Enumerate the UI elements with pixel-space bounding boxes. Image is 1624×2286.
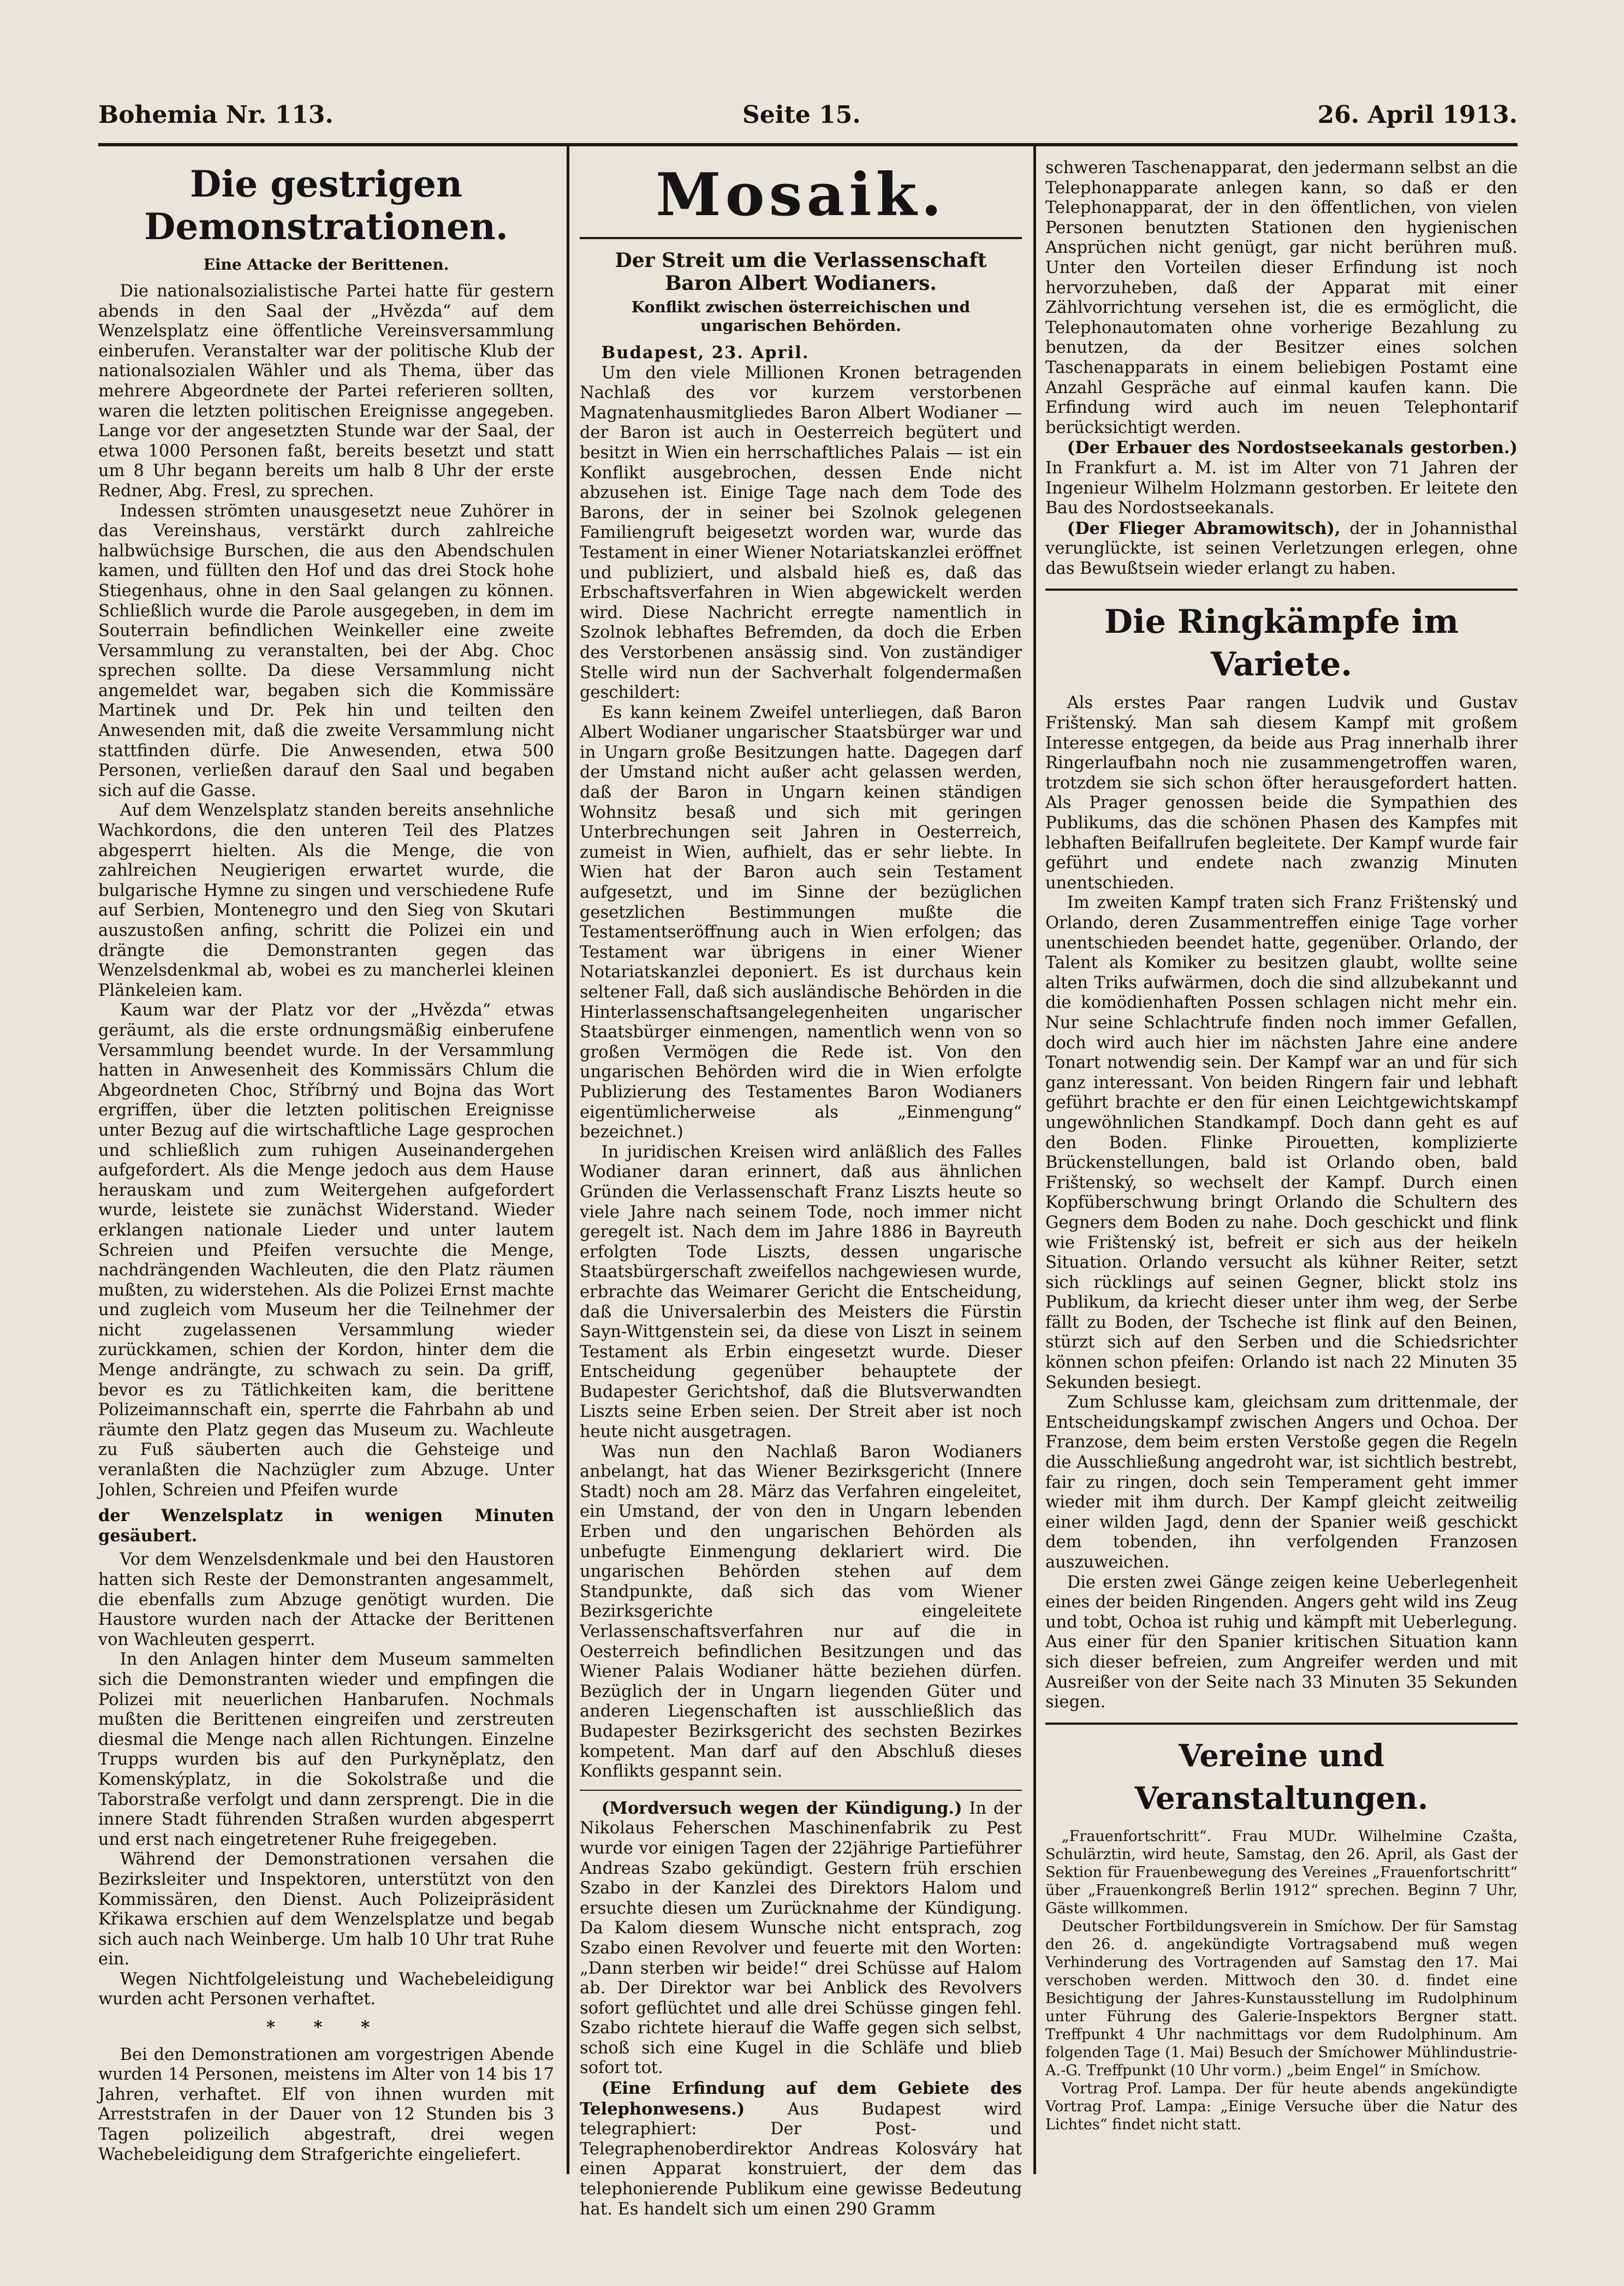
- article-subtitle-wodianer: Konflikt zwischen österreichischen und ungarischen Behörden.: [631, 298, 971, 335]
- paragraph: Die nationalsozialistische Partei hatte für gestern abends in den Saal der „Hvězda“ auf dem Wenzelsplatz eine öffentliche Vereinsversammlung einberufen. Veranstalter war der politische Klub der nationalsozialen Wähler und als Thema, über das mehrere Abgeordnete der Partei referieren sollten, waren die letzten politischen Ereignisse angegeben. Lange vor der angesetzten Stunde war der Saal, der etwa 1000 Personen faßt, bereits besetzt und statt um 8 Uhr begann bereits um halb 8 Uhr der erste Redner, Abg. Fresl, zu sprechen.: [98, 282, 554, 501]
- paragraph: Auf dem Wenzelsplatz standen bereits ansehnliche Wachkordons, die den unteren Teil des Platzes abgesperrt hielten. Als die Menge, die von zahlreichen Neugierigen erwartet wurde, die bulgarische Hymne zu singen und verschiedene Rufe auf Serbien, Montenegro und den Sieg von Skutari auszustoßen anfing, schritt die Polizei ein und drängte die Demonstranten gegen das Wenzelsdenkmal ab, wobei es zu mancherlei kleinen Plänkeleien kam.: [98, 801, 554, 1000]
- news-item-heading: (Der Erbauer des Nordostseekanals gestorben.): [1067, 438, 1518, 458]
- article-title-wodianer: Der Streit um die Verlassenschaft Baron Albert Wodianers.: [615, 249, 987, 295]
- header-rule: [98, 143, 1518, 146]
- paragraph: Während der Demonstrationen versahen die Bezirksleiter und Inspektoren, unterstützt von den Kommissären, den Dienst. Auch Polizeipräsident Křikawa erschien auf dem Wenzelsplatze und begab sich auch nach Weinberge. Um halb 10 Uhr trat Ruhe ein.: [98, 1850, 554, 1969]
- paragraph: Kaum war der Platz vor der „Hvězda“ etwas geräumt, als die erste ordnungsmäßig einberufene Versammlung beendet wurde. In der Versammlung hatten in Anwesenheit des Kommissärs Chlum die Abgeordneten Choc, Stříbrný und Bojna das Wort ergriffen, über die letzten politischen Ereignisse unter Bezug auf die wirtschaftliche Lage gesprochen und schließlich zum ruhigen Auseinandergehen aufgefordert. Als die Menge jedoch aus dem Hause herauskam und zum Weitergehen aufgefordert wurde, leistete sie zunächst Widerstand. Wieder erklangen nationale Lieder und unter lautem Schreien und Pfeifen versuchte die Menge, nachdrängenden Wachleuten, die den Platz räumen mußten, zu widerstehen. Als die Polizei Ernst machte und zugleich vom Museum her die Teilnehmer der nicht zugelassenen Versammlung wieder zurückkamen, schien der Kordon, hinter dem die Menge andrängte, zu schwach zu sein. Da griff, bevor es zu Tätlichkeiten kam, die berittene Polizeimannschaft ein, sperrte die Fahrbahn ab und räumte den Platz gegen das Museum zu. Wachleute zu Fuß säuberten auch die Gehsteige und veranlaßten die Nachzügler zum Abzuge. Unter Johlen, Schreien und Pfeifen wurde: [98, 1001, 554, 1500]
- notices-block: [1045, 1827, 1518, 2134]
- column-2: [580, 158, 1022, 2219]
- page-header: [98, 101, 1518, 134]
- dateline: Budapest, 23. April.: [601, 343, 810, 363]
- header-page-number: Seite 15.: [742, 101, 861, 129]
- news-item-text: In der Nikolaus Feherschen Maschinenfabrik zu Pest wurde vor einigen Tagen der 22jährige Partieführer Andreas Szabo gekündigt. Gestern früh erschien Szabo in der Kanzlei des Direktors Halom und ersuchte diesen um Zurücknahme der Kündigung. Da Kalom diesem Wunsche nicht entsprach, zog Szabo einen Revolver und feuerte mit den Worten: „Dann sterben wir beide!“ drei Schüsse auf Halom ab. Der Direktor war bei Anblick des Revolvers sofort geflüchtet und alle drei Schüsse gingen fehl. Szabo richtete hierauf die Waffe gegen sich selbst, schoß sich eine Kugel in die Schläfe und blieb sofort tot.: [580, 1798, 1022, 2078]
- column-rule-2: [1033, 143, 1036, 2174]
- article-title-ringkaempfe: Die Ringkämpfe im Variete.: [1104, 603, 1459, 684]
- paragraph: schweren Taschenapparat, den jedermann selbst an die Telephonapparate anlegen kann, so daß er den Telephonapparat, der in den öffentlichen, von vielen Personen benutzten Stationen den hygienischen Ansprüchen nicht genügt, gar nicht berühren muß. Unter den Vorteilen dieser Erfindung ist noch hervorzuheben, daß der Apparat mit einer Zählvorrichtung versehen ist, die es ermöglicht, die Telephonautomaten ohne vorherige Bezahlung zu benutzen, da der Besitzer eines solchen Taschenapparats in einem beliebigen Postamt eine Anzahl Gespräche auf einmal kaufen kann. Die Erfindung wird auch im neuen Telephontarif berücksichtigt werden.: [1045, 158, 1518, 437]
- paragraph: In den Anlagen hinter dem Museum sammelten sich die Demonstranten wieder und empfingen die Polizei mit neuerlichen Hanbarufen. Nochmals mußten die Berittenen eingreifen und zerstreuten diesmal die Menge nach allen Richtungen. Einzelne Trupps wurden bis auf den Purkyněplatz, den Komenskýplatz, in die Sokolstraße und die Taborstraße verfolgt und dann zersprengt. Die in die innere Stadt führenden Straßen wurden abgesperrt und erst nach eingetretener Ruhe freigegeben.: [98, 1650, 554, 1849]
- divider: [580, 237, 1022, 239]
- news-item-heading: (Eine Erfindung auf dem Gebiete des Telephonwesens.): [580, 2079, 1022, 2119]
- paragraph: Bei den Demonstrationen am vorgestrigen Abende wurden 14 Personen, meistens im Alter von 14 bis 17 Jahren, verhaftet. Elf von ihnen wurden mit Arreststrafen in der Dauer von 12 Stunden bis 3 Tagen polizeilich abgestraft, drei wegen Wachebeleidigung dem Strafgerichte eingeliefert.: [98, 2045, 554, 2164]
- paragraph: Als erstes Paar rangen Ludvik und Gustav Frištenský. Man sah diesem Kampf mit großem Interesse entgegen, da beide aus Prag innerhalb ihrer Ringerlaufbahn noch nie zusammengetroffen waren, trotzdem sie sich schon öfter herausgefordert hatten. Als Prager genossen beide die Sympathien des Publikums, das die schönen Phasen des Kampfes mit lebhaften Beifallrufen begleitete. Der Kampf wurde fair geführt und endete nach zwanzig Minuten unentschieden.: [1045, 693, 1518, 893]
- section-title-mosaik: Mosaik.: [656, 161, 946, 229]
- news-item-heading: (Mordversuch wegen der Kündigung.): [601, 1798, 962, 1818]
- notice: Vortrag Prof. Lampa. Der für heute abends angekündigte Vortrag Prof. Lampa: „Einige Versuche über die Natur des Lichtes“ findet nicht statt.: [1045, 2080, 1518, 2133]
- article-title-demonstrationen: Die gestrigen Demonstrationen.: [144, 163, 508, 248]
- news-item-text: der in Johannisthal verunglückte, ist seinen Verletzungen erlegen, ohne das Bewußtsein wieder erlangt zu haben.: [1045, 519, 1518, 578]
- news-item-text: Aus Budapest wird telegraphiert: Der Post- und Telegraphenoberdirektor Andreas Kolosváry hat einen Apparat konstruiert, der dem das telephonierende Publikum eine gewisse Bedeutung hat. Es handelt sich um einen 290 Gramm: [580, 2099, 1022, 2219]
- paragraph: Was nun den Nachlaß Baron Wodianers anbelangt, hat das Wiener Bezirksgericht (Innere Stadt) noch am 28. März das Verfahren eingeleitet, ein Umstand, der von den in Ungarn lebenden Erben und den ungarischen Behörden als unbefugte Einmengung deklariert wird. Die ungarischen Behörden stehen auf dem Standpunkte, daß sich das vom Wiener Bezirksgerichte eingeleitete Verlassenschaftsverfahren nur auf die in Oesterreich befindlichen Besitzungen und das Wiener Palais Wodianer hätte beziehen dürfen. Bezüglich der in Ungarn liegenden Güter und anderen Liegenschaften ist ausschließlich das Budapester Bezirksgericht des sechsten Bezirkes kompetent. Man darf auf den Abschluß dieses Konflikts gespannt sein.: [580, 1442, 1022, 1782]
- divider: [580, 1790, 1022, 1791]
- paragraph: Vor dem Wenzelsdenkmale und bei den Haustoren hatten sich Reste der Demonstranten angesammelt, die ebenfalls zum Abzuge genötigt wurden. Die Haustore wurden nach der Attacke der Berittenen von Wachleuten gesperrt.: [98, 1550, 554, 1649]
- notice: „Frauenfortschritt“. Frau MUDr. Wilhelmine Czašta, Schulärztin, wird heute, Samstag, den 26. April, als Gast der Sektion für Frauenbewegung des Vereines „Frauenfortschritt“ über „Frauenkongreß Berlin 1912“ sprechen. Beginn 7 Uhr, Gäste willkommen.: [1045, 1827, 1518, 1917]
- inline-heading: der Wenzelsplatz in wenigen Minuten gesäubert.: [98, 1506, 554, 1546]
- header-paper-issue: Bohemia Nr. 113.: [98, 101, 334, 129]
- column-rule-1: [567, 143, 569, 2174]
- paragraph: Es kann keinem Zweifel unterliegen, daß Baron Albert Wodianer ungarischer Staatsbürger war und in Ungarn große Besitzungen hatte. Dagegen darf der Umstand nicht außer acht gelassen werden, daß der Baron in Ungarn keinen ständigen Wohnsitz besaß und sich mit geringen Unterbrechungen seit Jahren in Oesterreich, zumeist in Wien, aufhielt, das er sehr liebte. In Wien hat der Baron auch sein Testament aufgesetzt, und im Sinne der bezüglichen gesetzlichen Bestimmungen mußte die Testamentseröffnung auch in Wien erfolgen; das Testament war übrigens in einer Wiener Notariatskanzlei deponiert. Es ist durchaus kein seltener Fall, daß sich ausländische Behörden in die Hinterlassenschaftsangelegenheiten ungarischer Staatsbürger einmengen, namentlich wenn von so großen Vermögen die Rede ist. Von den ungarischen Behörden wird die in Wien erfolgte Publizierung des Testamentes Baron Wodianers eigentümlicherweise als „Einmengung“ bezeichnet.): [580, 703, 1022, 1142]
- paragraph: Um den viele Millionen Kronen betragenden Nachlaß des vor kurzem verstorbenen Magnatenhausmitgliedes Baron Albert Wodianer — der Baron ist auch in Oesterreich begütert und besitzt in Wien ein herrschaftliches Palais — ist ein Konflikt ausgebrochen, dessen Ende nicht abzusehen ist. Einige Tage nach dem Tode des Barons, der in seiner bei Szolnok gelegenen Familiengruft beigesetzt worden war, wurde das Testament in einer Wiener Notariatskanzlei eröffnet und publiziert, und alsbald hieß es, daß das Erbschaftsverfahren in Wien abgewickelt werden wird. Diese Nachricht erregte namentlich in Szolnok lebhaftes Befremden, da doch die Erben des Verstorbenen ansässig sind. Von zuständiger Stelle wird nun der Sachverhalt folgendermaßen geschildert:: [580, 363, 1022, 703]
- news-item-text: In Frankfurt a. M. ist im Alter von 71 Jahren der Ingenieur Wilhelm Holzmann gestorben. Er leitete den Bau des Nordostseekanals.: [1045, 458, 1518, 518]
- news-item-heading: (Der Flieger Abramowitsch),: [1067, 518, 1341, 538]
- paragraph: Indessen strömten unausgesetzt neue Zuhörer in das Vereinshaus, verstärkt durch zahlreiche halbwüchsige Burschen, die aus den Abendschulen kamen, und füllten den Hof und das drei Stock hohe Stiegenhaus, ohne in den Saal gelangen zu können. Schließlich wurde die Parole ausgegeben, in dem im Souterrain befindlichen Weinkeller eine zweite Versammlung zu veranstalten, bei der Abg. Choc sprechen sollte. Da diese Versammlung nicht angemeldet war, begaben sich die Kommissäre Martinek und Dr. Pek hin und teilten den Anwesenden mit, daß die zweite Versammlung nicht stattfinden dürfe. Die Anwesenden, etwa 500 Personen, verließen darauf den Saal und begaben sich auf die Gasse.: [98, 501, 554, 800]
- article-subtitle-demonstrationen: Eine Attacke der Berittenen.: [203, 256, 449, 274]
- notice: Deutscher Fortbildungsverein in Smíchow. Der für Samstag den 26. d. angekündigte Vortragsabend muß wegen Verhinderung des Vortragenden auf Samstag den 17. Mai verschoben werden. Mittwoch den 30. d. findet eine Besichtigung der Jahres-Kunstausstellung im Rudolphinum unter Führung des Galerie-Inspektors Bergner statt. Treffpunkt 4 Uhr nachmittags vor dem Rudolphinum. Am folgenden Tage (1. Mai) Besuch der Smíchower Mühlindustrie-A.-G. Treffpunkt (10 Uhr vorm.) „beim Engel“ in Smíchow.: [1045, 1917, 1518, 2079]
- paragraph: Wegen Nichtfolgeleistung und Wachebeleidigung wurden acht Personen verhaftet.: [98, 1969, 554, 2009]
- paragraph: In juridischen Kreisen wird anläßlich des Falles Wodianer daran erinnert, daß aus ähnlichen Gründen die Verlassenschaft Franz Liszts heute so viele Jahre nach seinem Tode, noch immer nicht geregelt ist. Nach dem im Jahre 1886 in Bayreuth erfolgten Tode Liszts, dessen ungarische Staatsbürgerschaft zweifellos nachgewiesen wurde, erbrachte das Weimarer Gericht die Entscheidung, daß die Universalerbin des Meisters die Fürstin Sayn-Wittgenstein sei, da diese von Liszt in seinem Testament als Erbin eingesetzt wurde. Dieser Entscheidung gegenüber behauptete der Budapester Gerichtshof, daß die Blutsverwandten Liszts seine Erben seien. Der Streit aber ist noch heute nicht ausgetragen.: [580, 1142, 1022, 1442]
- paragraph: Zum Schlusse kam, gleichsam zum drittenmale, der Entscheidungskampf zwischen Angers und Ochoa. Der Franzose, dem beim ersten Verstoße gegen die Regeln die Ausschließung angedroht war, ist sichtlich bestrebt, fair zu ringen, doch sein Temperament geht immer wieder mit ihm durch. Der Kampf gleicht zeitweilig einer wilden Jagd, denn der Spanier weiß geschickt dem tobenden, ihn verfolgenden Franzosen auszuweichen.: [1045, 1393, 1518, 1572]
- paragraph: Im zweiten Kampf traten sich Franz Frištenský und Orlando, deren Zusammentreffen einige Tage vorher unentschieden beendet hatte, gegenüber. Orlando, der Talent als Komiker zu besitzen glaubt, wollte seine alten Triks aufwärmen, doch die sind allzubekannt und die komödienhaften Possen schlagen nicht mehr ein. Nur seine Schlachtrufe finden noch immer Gefallen, doch wird auch hier im nächsten Jahre eine andere Tonart notwendig sein. Der Kampf war an und für sich ganz interessant. Von beiden Ringern fair und lebhaft geführt brachte er den für einen Leichtgewichtskampf ungewöhnlichen Standkampf. Doch dann geht es auf den Boden. Flinke Pirouetten, komplizierte Brückenstellungen, bald ist Orlando oben, bald Frištenský, so wechselt der Kampf. Durch einen Kopfüberschwung bringt Orlando die Schultern des Gegners dem Boden zu nahe. Doch geschickt und flink wie Frištenský ist, befreit er sich aus der heikeln Situation. Orlando versucht als kühner Reiter, setzt sich rücklings auf seinen Gegner, blickt stolz ins Publikum, da kriecht dieser unter ihm weg, der Serbe fällt zu Boden, der Tscheche ist flink auf den Beinen, stürzt sich auf den Serben und die Schiedsrichter können schon pfeifen: Orlando ist nach 22 Minuten 35 Sekunden besiegt.: [1045, 893, 1518, 1392]
- column-3: [1045, 158, 1518, 2168]
- column-1: [98, 158, 554, 2168]
- section-title-vereine: Vereine und Veranstaltungen.: [1134, 1737, 1429, 1816]
- section-separator: * * *: [266, 2017, 386, 2038]
- header-date: 26. April 1913.: [1317, 101, 1518, 129]
- paragraph: Die ersten zwei Gänge zeigen keine Ueberlegenheit eines der beiden Ringenden. Angers geht wild ins Zeug und tobt, Ochoa ist ruhig und kämpft mit Ueberlegung. Aus einer für den Spanier kritischen Situation kann sich dieser befreien, zum Angreifer werden und mit Ausreißer von der Seite nach 33 Minuten 35 Sekunden siegen.: [1045, 1572, 1518, 1712]
- divider: [1045, 1723, 1518, 1725]
- divider: [1045, 589, 1518, 591]
